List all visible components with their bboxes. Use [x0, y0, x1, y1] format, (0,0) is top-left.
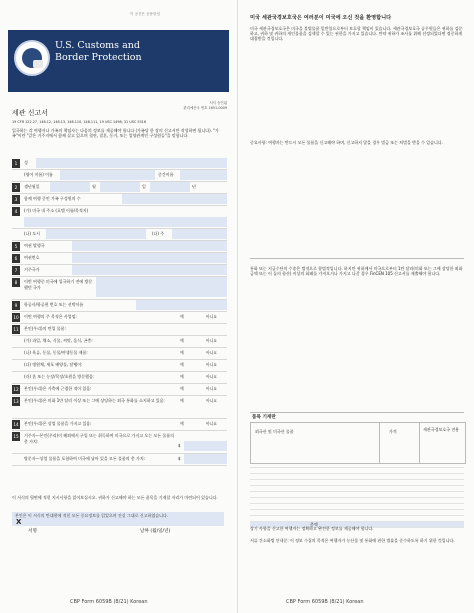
state-input[interactable] [172, 229, 227, 239]
yes-checkbox[interactable]: 예 [180, 386, 184, 391]
field-item-d: (라) 흙 또는 농장/목장/초원을 방문했음: 예 아니요 [12, 372, 227, 384]
form-back-page [237, 0, 474, 613]
field-items-header: 11 본인(우리)의 반입 물품: [12, 324, 227, 336]
field-family-count: 3 함께 여행 중인 가족 구성원의 수 [12, 194, 227, 206]
top-note: 이 공간은 공용란임 [130, 12, 161, 16]
no-checkbox[interactable]: 아니요 [206, 421, 218, 426]
field-currency: 13 본인(우리)은 미화 1만 달러 이상 또는 그에 상당하는 외국 통화를 소지하고 있음: 예 아니요 [12, 396, 227, 419]
yes-checkbox[interactable]: 예 [180, 398, 184, 403]
field-item-b: (나) 육류, 동물, 동물/야생동물 제품: 예 아니요 [12, 348, 227, 360]
currency-notice: 통화 또는 지급수단의 수송은 법적으로 합법적입니다. 하지만 귀하께서 미국으로부터 1만 달러(미화 또는 그에 상당한 외화금액 또는 이 둘의 합산) 이상의 화폐를 가져오거나 가지고 나갈 경우 FinCEN 105 신고서를 제출해야 합니다. [250, 266, 463, 277]
items-table-title: 품목 기재란 [252, 415, 276, 420]
visitor-value-input[interactable] [184, 454, 227, 464]
field-item-c: (다) 병원체, 세포 배양물, 달팽이: 예 아니요 [12, 360, 227, 372]
dhs-seal-icon [14, 40, 50, 76]
agency-name [55, 40, 142, 64]
welcome-heading: 미국 세관국경보호국은 여러분이 미국에 오신 것을 환영합니다 [250, 15, 392, 21]
field-countries-visited: 8 이번 여행중 미국에 입국하기 전에 방문했던 국가 [12, 277, 227, 300]
residence-input[interactable] [72, 265, 227, 275]
city-input[interactable] [46, 229, 146, 239]
total-label: 총액 [310, 522, 318, 527]
field-commercial: 14 본인(우리)은 상업 물품을 가지고 있음: 예 아니요 [12, 419, 227, 431]
approval-note: 서식 승인됨 관리예산국 번호 1651-0009 [183, 101, 227, 110]
yes-checkbox[interactable]: 예 [180, 362, 184, 367]
signature-label: 서명 [28, 529, 37, 534]
dob-year-input[interactable] [150, 182, 190, 192]
dob-month-input[interactable] [50, 182, 90, 192]
agency-line1: U.S. Customs and [55, 40, 140, 51]
intro-text: 입국하는 각 여행자나 가족의 책임자는 다음의 정보를 제공해야 합니다 (가족당 한 장의 신고서만 작성하면 됩니다). "가족"이란 "같은 거주지에서 함께 살고 있으며 혈연, 결혼, 동거, 또는 입양관계인 구성원들"을 말합니다. [12, 128, 219, 139]
yes-checkbox[interactable]: 예 [180, 374, 184, 379]
items-table [250, 422, 466, 464]
important-notice: 중요사항: 여행자는 반드시 모든 물품을 신고해야 하며, 신고하지 않을 경우 벌금 또는 처벌을 받을 수 있습니다. [250, 140, 443, 145]
agency-line2: Border Protection [55, 52, 142, 63]
col-value: 가격 [389, 429, 397, 434]
field-livestock: 12 본인(우리)은 가축에 근접한 적이 있음: 예 아니요 [12, 384, 227, 396]
no-checkbox[interactable]: 아니요 [206, 338, 218, 343]
countries-visited-input[interactable] [96, 277, 227, 297]
field-flight: 9 항공사/항공편 번호 또는 선박이름 [12, 300, 227, 312]
paperwork-notice: 서류 간소화법 안내문: 이 정보 수집의 목적은 여행자가 농산물 및 통화에 관한 법률을 준수하도록 하기 위한 것입니다. [250, 538, 455, 543]
signature-box[interactable] [12, 512, 224, 526]
field-resident-value: 15 거주자—본인(우리)이 해외에서 구입 또는 취득하여 미국으로 가지고 오는 모든 물품의 총 가치: $ [12, 431, 227, 454]
legal-citation: 19 CFR 122.27, 148.12, 148.13, 148.110, 148.111, 19 USC 1498; 31 USC 5316 [12, 120, 146, 124]
field-visitor-value: 방문자—상업 물품을 포함하여 미국에 남아 있을 모든 물품의 총 가치: $ [12, 454, 227, 466]
last-name-input[interactable] [36, 158, 227, 168]
no-checkbox[interactable]: 아니요 [206, 350, 218, 355]
field-dob: 2 생년월일 월 일 년 [12, 182, 227, 194]
family-count-input[interactable] [122, 194, 227, 204]
field-business-trip: 10 이번 여행의 주 목적은 사업임: 예 아니요 [12, 312, 227, 324]
passport-country-input[interactable] [72, 241, 227, 251]
middle-name-input[interactable] [180, 170, 227, 180]
field-passport-number: 6 여권번호 [12, 253, 227, 265]
field-item-a: (가) 과일, 채소, 식물, 씨앗, 음식, 곤충: 예 아니요 [12, 336, 227, 348]
field-city-state: (나) 도시 (다) 주 [12, 229, 227, 241]
field-residence: 7 거주국가 [12, 265, 227, 277]
passport-number-input[interactable] [72, 253, 227, 263]
footer-left: CBP Form 6059B (8/21) Korean [70, 599, 148, 605]
dob-day-input[interactable] [100, 182, 140, 192]
us-address-input[interactable] [24, 217, 227, 227]
no-checkbox[interactable]: 아니요 [206, 314, 218, 319]
form-title: 세관 신고서 [12, 109, 49, 117]
items-table-sub: 외국산 및 미국산 물품 [255, 429, 294, 434]
right-note: 상기 사항을 신고한 여행자는 정확하고 완전한 정보를 제공해야 합니다. [250, 526, 374, 531]
flight-input[interactable] [136, 300, 227, 310]
col-cbp: 세관국경보호국 전용 [423, 427, 460, 432]
resident-value-input[interactable] [184, 441, 227, 451]
no-checkbox[interactable]: 아니요 [206, 374, 218, 379]
date-label: 날짜 (월/일/년) [140, 529, 171, 534]
yes-checkbox[interactable]: 예 [180, 350, 184, 355]
first-name-input[interactable] [60, 170, 155, 180]
yes-checkbox[interactable]: 예 [180, 314, 184, 319]
field-first-name: (영어 이름) 이름 중간이름 [12, 170, 227, 182]
no-checkbox[interactable]: 아니요 [206, 398, 218, 403]
field-passport-country: 5 여권 발행국 [12, 241, 227, 253]
signature-mark: X [16, 518, 22, 526]
field-last-name: 1 성 [12, 158, 227, 170]
form-fields [12, 158, 227, 466]
yes-checkbox[interactable]: 예 [180, 421, 184, 426]
signature-instructions: 이 서식의 뒷면에 적힌 지시사항을 읽어보십시오. 귀하가 신고해야 하는 모든 품목을 기재할 자리가 마련되어 있습니다. [12, 495, 218, 500]
no-checkbox[interactable]: 아니요 [206, 362, 218, 367]
no-checkbox[interactable]: 아니요 [206, 386, 218, 391]
field-us-address: 4 (가) 미국 내 주소 (호텔 이름/목적지) [12, 206, 227, 229]
footer-right: CBP Form 6059B (8/21) Korean [286, 599, 364, 605]
items-rows [250, 462, 464, 528]
declaration-warning: 본인은 이 서식의 반대편에 적힌 모든 중요정보를 읽었으며 진실 그대로 신고하였습니다. [15, 513, 169, 518]
welcome-paragraph: 미국 세관국경보호국은 미국을 불법물품 밀반입으로부터 보호할 책임이 있습니다. 세관국경보호국 공무원들은 귀하를 검문하고, 귀하 및 귀하의 개인물품을 검색할 수 있는 권한을 가지고 있습니다. 만약 귀하가 조사를 위해 선정되었다면 정중하게 대접받을 것입니다. [250, 26, 463, 42]
yes-checkbox[interactable]: 예 [180, 338, 184, 343]
